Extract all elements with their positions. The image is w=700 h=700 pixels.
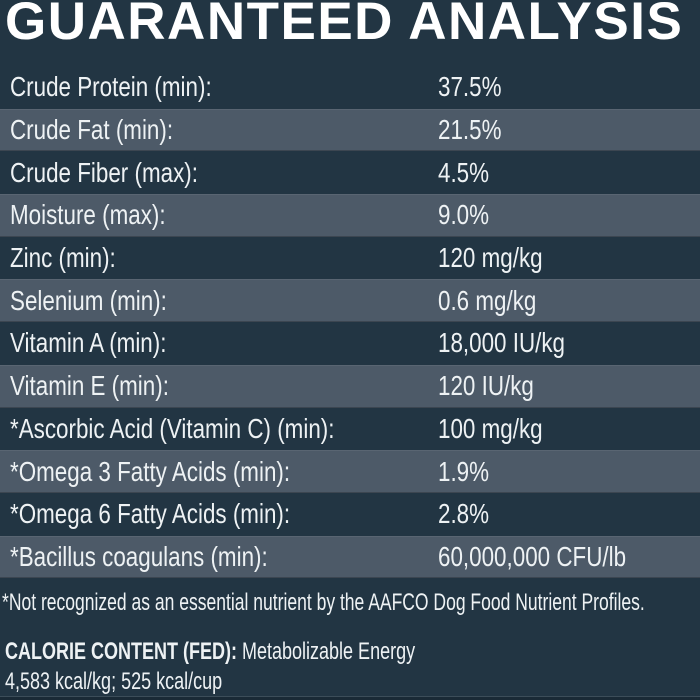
table-row (0, 408, 700, 451)
row-value: 100 mg/kg (438, 412, 543, 444)
row-value: 120 mg/kg (438, 242, 543, 274)
row-value: 2.8% (438, 498, 490, 530)
table-row (0, 322, 700, 365)
row-value: 60,000,000 CFU/lb (438, 540, 627, 572)
row-label: Crude Protein (min): (10, 71, 212, 103)
row-value: 1.9% (438, 455, 490, 487)
row-label: *Omega 3 Fatty Acids (min): (10, 455, 291, 487)
row-label: *Omega 6 Fatty Acids (min): (10, 498, 291, 530)
footnote-text: *Not recognized as an essential nutrient by the AAFCO Dog Food Nutrient Profiles. (2, 589, 645, 616)
row-label: Vitamin E (min): (10, 370, 169, 402)
calorie-content-heading: CALORIE CONTENT (FED): (5, 638, 237, 665)
row-value: 18,000 IU/kg (438, 327, 566, 359)
table-row (0, 66, 700, 109)
table-row (0, 279, 700, 322)
row-value: 21.5% (438, 114, 502, 146)
row-value: 9.0% (438, 199, 490, 231)
row-value: 120 IU/kg (438, 370, 534, 402)
row-label: Crude Fat (min): (10, 114, 174, 146)
row-label: Zinc (min): (10, 242, 116, 274)
table-row (0, 450, 700, 493)
calorie-content-line (5, 637, 552, 667)
calorie-values-line (5, 667, 295, 697)
table-row (0, 109, 700, 152)
row-value: 0.6 mg/kg (438, 284, 537, 316)
row-label: Moisture (max): (10, 199, 166, 231)
table-row (0, 536, 700, 579)
footnote (2, 587, 700, 619)
row-value: 37.5% (438, 71, 502, 103)
table-row (0, 365, 700, 408)
row-label: Selenium (min): (10, 284, 167, 316)
guaranteed-analysis-table (0, 66, 700, 578)
page-title: GUARANTEED ANALYSIS (5, 0, 684, 51)
row-value: 4.5% (438, 156, 490, 188)
calorie-values-text: 4,583 kcal/kg; 525 kcal/cup (5, 668, 223, 695)
row-label: *Bacillus coagulans (min): (10, 540, 268, 572)
row-label: Vitamin A (min): (10, 327, 167, 359)
calorie-content-description-text: Metabolizable Energy (241, 638, 416, 665)
row-label: *Ascorbic Acid (Vitamin C) (min): (10, 412, 335, 444)
row-label: Crude Fiber (max): (10, 156, 198, 188)
table-row (0, 151, 700, 194)
table-row (0, 194, 700, 237)
table-row (0, 237, 700, 280)
table-row (0, 493, 700, 536)
